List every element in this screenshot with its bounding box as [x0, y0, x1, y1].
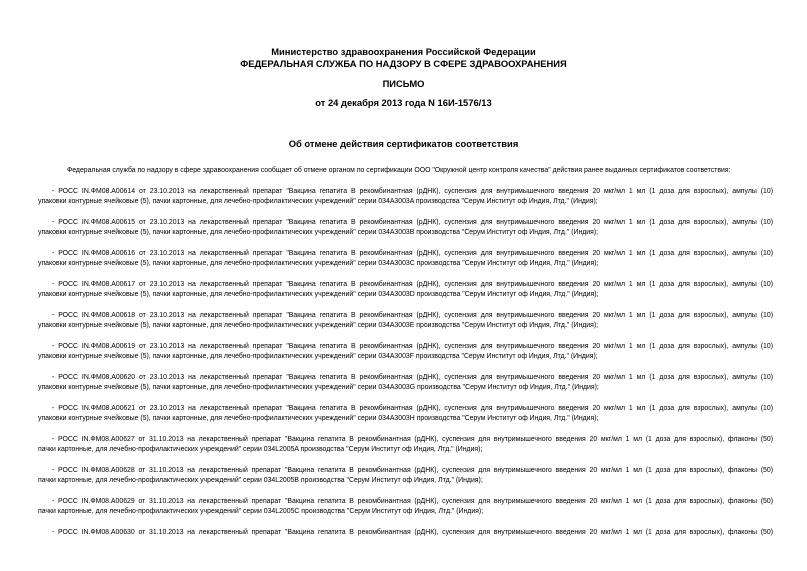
certificate-item [38, 497, 773, 528]
certificate-item-line: - РОСС IN.ФМ08.А00618 от 23.10.2013 на лекарственный препарат "Вакцина гепатита В рекомбинантная (рДНК), суспензия для внутримышечного введения 20 мкг/мл 1 мл (1 доза для взрослых), ампулы (10) [52, 312, 773, 319]
document-type: ПИСЬМО [382, 78, 425, 89]
certificate-item [38, 249, 773, 280]
certificate-item-line: - РОСС IN.ФМ08.А00619 от 23.10.2013 на лекарственный препарат "Вакцина гепатита В рекомбинантная (рДНК), суспензия для внутримышечного введения 20 мкг/мл 1 мл (1 доза для взрослых), ампулы (10) [52, 343, 773, 350]
certificate-item [38, 373, 773, 404]
certificate-item-line: пачки картонные, для лечебно-профилактических учреждений" серии 034L2005B производства "Серум Институт оф Индия, Лтд." (Индия); [38, 477, 483, 484]
certificate-item-line: - РОСС IN.ФМ08.А00617 от 23.10.2013 на лекарственный препарат "Вакцина гепатита В рекомбинантная (рДНК), суспензия для внутримышечного введения 20 мкг/мл 1 мл (1 доза для взрослых), ампулы (10) [52, 281, 773, 288]
certificate-item [38, 311, 773, 342]
certificate-item [38, 466, 773, 497]
certificate-item-line: - РОСС IN.ФМ08.А00627 от 31.10.2013 на лекарственный препарат "Вакцина гепатита В рекомбинантная (рДНК), суспензия для внутримышечного введения 20 мкг/мл 1 мл (1 доза для взрослых), флаконы (50) [52, 436, 773, 443]
certificate-item-line: упаковки контурные ячейковые (5), пачки картонные, для лечебно-профилактических учреждений" серии 034A3003E производства "Серум Институт оф Индия, Лтд." (Индия); [38, 322, 599, 329]
certificate-item-line: - РОСС IN.ФМ08.А00620 от 23.10.2013 на лекарственный препарат "Вакцина гепатита В рекомбинантная (рДНК), суспензия для внутримышечного введения 20 мкг/мл 1 мл (1 доза для взрослых), ампулы (10) [52, 374, 773, 381]
certificate-item-line: - РОСС IN.ФМ08.А00615 от 23.10.2013 на лекарственный препарат "Вакцина гепатита В рекомбинантная (рДНК), суспензия для внутримышечного введения 20 мкг/мл 1 мл (1 доза для взрослых), ампулы (10) [52, 219, 773, 226]
certificate-item-line: - РОСС IN.ФМ08.А00628 от 31.10.2013 на лекарственный препарат "Вакцина гепатита В рекомбинантная (рДНК), суспензия для внутримышечного введения 20 мкг/мл 1 мл (1 доза для взрослых), флаконы (50) [52, 467, 773, 474]
certificate-item-line: - РОСС IN.ФМ08.А00621 от 23.10.2013 на лекарственный препарат "Вакцина гепатита В рекомбинантная (рДНК), суспензия для внутримышечного введения 20 мкг/мл 1 мл (1 доза для взрослых), ампулы (10) [52, 405, 773, 412]
certificate-item [38, 528, 773, 559]
certificate-item-line: упаковки контурные ячейковые (5), пачки картонные, для лечебно-профилактических учреждений" серии 034A3003G производства "Серум Институт оф Индия, Лтд." (Индия); [38, 384, 599, 391]
certificate-item [38, 404, 773, 435]
document-date-number: от 24 декабря 2013 года N 16И-1576/13 [315, 97, 492, 108]
certificate-item [38, 435, 773, 466]
certificate-item-line: - РОСС IN.ФМ08.А00614 от 23.10.2013 на лекарственный препарат "Вакцина гепатита В рекомбинантная (рДНК), суспензия для внутримышечного введения 20 мкг/мл 1 мл (1 доза для взрослых), ампулы (10) [52, 188, 773, 195]
certificate-item-line: - РОСС IN.ФМ08.А00629 от 31.10.2013 на лекарственный препарат "Вакцина гепатита В рекомбинантная (рДНК), суспензия для внутримышечного введения 20 мкг/мл 1 мл (1 доза для взрослых), флаконы (50) [52, 498, 773, 505]
certificate-item-line: упаковки контурные ячейковые (5), пачки картонные, для лечебно-профилактических учреждений" серии 034A3003C производства "Серум Институт оф Индия, Лтд." (Индия); [38, 260, 599, 267]
certificate-item-line: упаковки контурные ячейковые (5), пачки картонные, для лечебно-профилактических учреждений" серии 034A3003F производства "Серум Институт оф Индия, Лтд." (Индия); [38, 353, 598, 360]
ministry-name: Министерство здравоохранения Российской Федерации [271, 46, 536, 57]
intro-paragraph: Федеральная служба по надзору в сфере здравоохранения сообщает об отмене органом по сертификации ООО "Окружной центр контроля качества" действия ранее выданных сертификатов соответствия: [67, 167, 731, 174]
certificate-list [38, 187, 773, 559]
certificate-item-line: - РОСС IN.ФМ08.А00630 от 31.10.2013 на лекарственный препарат "Вакцина гепатита В рекомбинантная (рДНК), суспензия для внутримышечного введения 20 мкг/мл 1 мл (1 доза для взрослых), флаконы (50) [52, 529, 773, 536]
certificate-item-line: упаковки контурные ячейковые (5), пачки картонные, для лечебно-профилактических учреждений" серии 034A3003B производства "Серум Институт оф Индия, Лтд." (Индия); [38, 229, 599, 236]
certificate-item [38, 342, 773, 373]
document-title: Об отмене действия сертификатов соответствия [288, 138, 519, 149]
certificate-item-line: пачки картонные, для лечебно-профилактических учреждений" серии 034L2005A производства "Серум Институт оф Индия, Лтд." (Индия); [38, 446, 483, 453]
service-name: ФЕДЕРАЛЬНАЯ СЛУЖБА ПО НАДЗОРУ В СФЕРЕ ЗДРАВООХРАНЕНИЯ [240, 58, 567, 69]
certificate-item-line: - РОСС IN.ФМ08.А00616 от 23.10.2013 на лекарственный препарат "Вакцина гепатита В рекомбинантная (рДНК), суспензия для внутримышечного введения 20 мкг/мл 1 мл (1 доза для взрослых), ампулы (10) [52, 250, 773, 257]
certificate-item [38, 280, 773, 311]
certificate-item [38, 187, 773, 218]
certificate-item-line: упаковки контурные ячейковые (5), пачки картонные, для лечебно-профилактических учреждений" серии 034A3003A производства "Серум Институт оф Индия, Лтд." (Индия); [38, 198, 598, 205]
certificate-item-line: пачки картонные, для лечебно-профилактических учреждений" серии 034L2005C производства "Серум Институт оф Индия, Лтд." (Индия); [38, 508, 484, 515]
certificate-item-line: упаковки контурные ячейковые (5), пачки картонные, для лечебно-профилактических учреждений" серии 034A3003H производства "Серум Институт оф Индия, Лтд." (Индия); [38, 415, 599, 422]
certificate-item-line: упаковки контурные ячейковые (5), пачки картонные, для лечебно-профилактических учреждений" серии 034A3003D производства "Серум Институт оф Индия, Лтд." (Индия); [38, 291, 599, 298]
certificate-item [38, 218, 773, 249]
